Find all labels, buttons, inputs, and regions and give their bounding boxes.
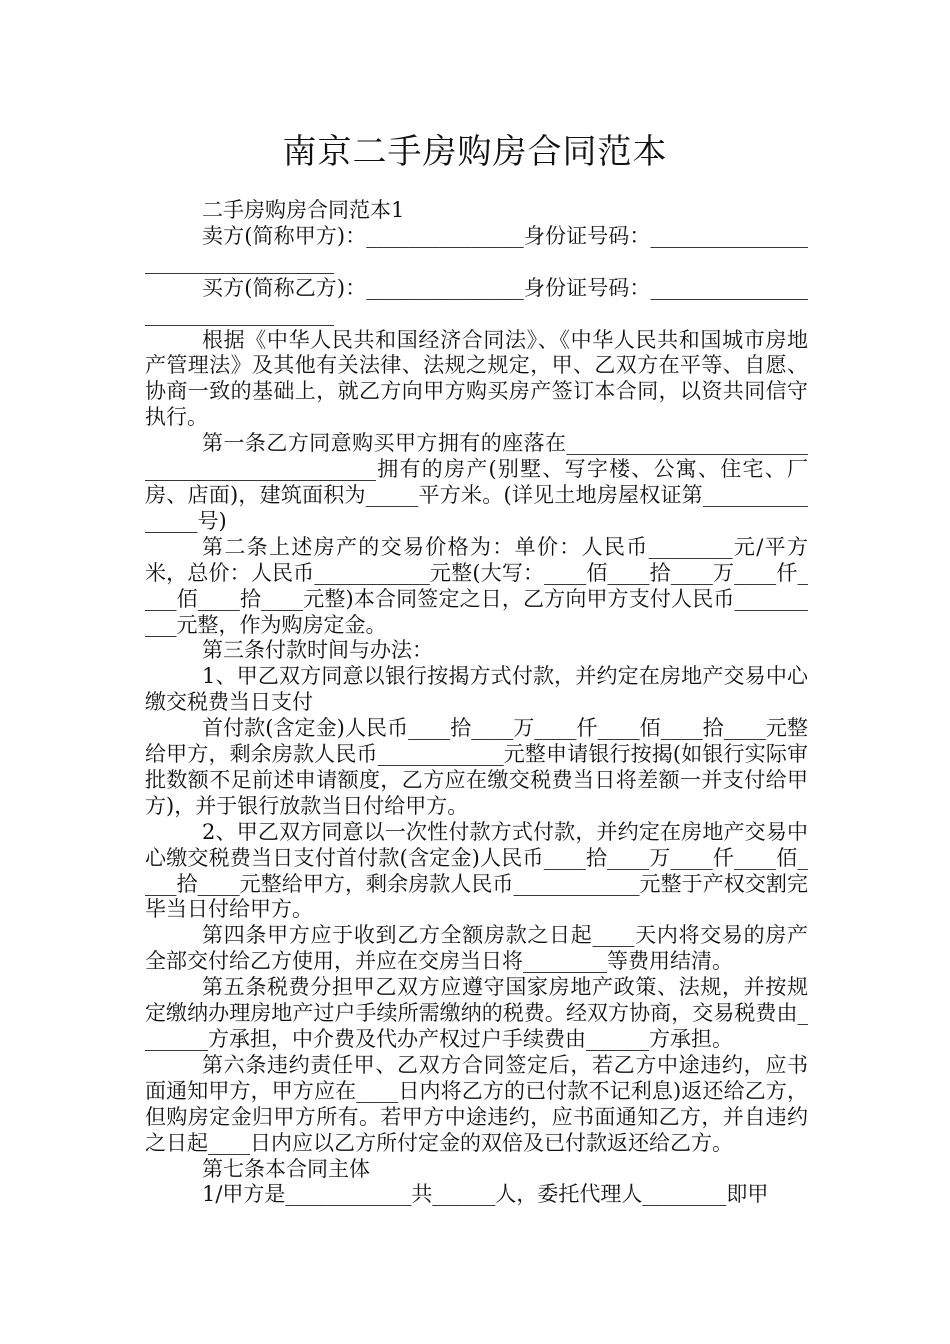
paragraph-seller-info: 卖方(简称甲方)：_______________身份证号码：_________________________________ <box>145 223 808 274</box>
paragraph-article-2: 第二条上述房产的交易价格为：单价：人民币________元/平方米，总价：人民币___________元整(大写：____佰____拾____万____仟____佰____拾____元整)本合同签定之日，乙方向甲方支付人民币__________元整，作为购房定金。 <box>145 534 808 637</box>
paragraph-article-7-item-1: 1/甲方是____________共______人，委托代理人________即甲 <box>202 1182 769 1207</box>
paragraph-preamble: 根据《中华人民共和国经济合同法》、《中华人民共和国城市房地产管理法》及其他有关法律、法规之规定，甲、乙双方在平等、自愿、协商一致的基础上，就乙方向甲方购买房产签订本合同，以资共同信守执行。 <box>145 327 808 430</box>
paragraph-article-4: 第四条甲方应于收到乙方全额房款之日起____天内将交易的房产全部交付给乙方使用，并应在交房当日将________等费用结清。 <box>145 923 808 974</box>
paragraph-article-3-down-payment: 首付款(含定金)人民币____拾____万____仟____佰____拾____元整给甲方，剩余房款人民币____________元整申请银行按揭(如银行实际审批数额不足前述申请额度，乙方应在缴交税费当日将差额一并支付给甲方)，并于银行放款当日付给甲方。 <box>145 716 808 818</box>
document-body <box>145 198 808 1208</box>
paragraph-buyer-info: 买方(简称乙方)：_______________身份证号码：_________________________________ <box>145 275 808 326</box>
paragraph-article-6: 第六条违约责任甲、乙双方合同签定后，若乙方中途违约，应书面通知甲方，甲方应在____日内将乙方的已付款不记利息)返还给乙方，但购房定金归甲方所有。若甲方中途违约，应书面通知乙方，并自违约之日起____日内应以乙方所付定金的双倍及已付款返还给乙方。 <box>145 1052 808 1155</box>
paragraph-article-5: 第五条税费分担甲乙双方应遵守国家房地产政策、法规，并按规定缴纳办理房地产过户手续所需缴纳的税费。经双方协商，交易税费由_______方承担，中介费及代办产权过户手续费由______方承担。 <box>145 975 808 1051</box>
paragraph-article-3-heading: 第三条付款时间与办法： <box>202 638 433 663</box>
paragraph-article-3-item-1: 1、甲乙双方同意以银行按揭方式付款，并约定在房地产交易中心缴交税费当日支付 <box>145 664 808 715</box>
document-title: 南京二手房购房合同范本 <box>282 132 668 172</box>
paragraph-article-1: 第一条乙方同意购买甲方拥有的座落在_____________________________________________拥有的房产(别墅、写字楼、公寓、住宅、厂房、店面)，建筑面积为_____平方米。(详见土地房屋权证第_______________号) <box>145 431 808 533</box>
paragraph-template-name: 二手房购房合同范本1 <box>202 198 405 222</box>
paragraph-article-7-heading: 第七条本合同主体 <box>202 1156 370 1181</box>
paragraph-article-3-item-2: 2、甲乙双方同意以一次性付款方式付款，并约定在房地产交易中心缴交税费当日支付首付款(含定金)人民币____拾____万____仟____佰____拾____元整给甲方，剩余房款人民币____________元整于产权交割完毕当日付给甲方。 <box>145 819 808 922</box>
